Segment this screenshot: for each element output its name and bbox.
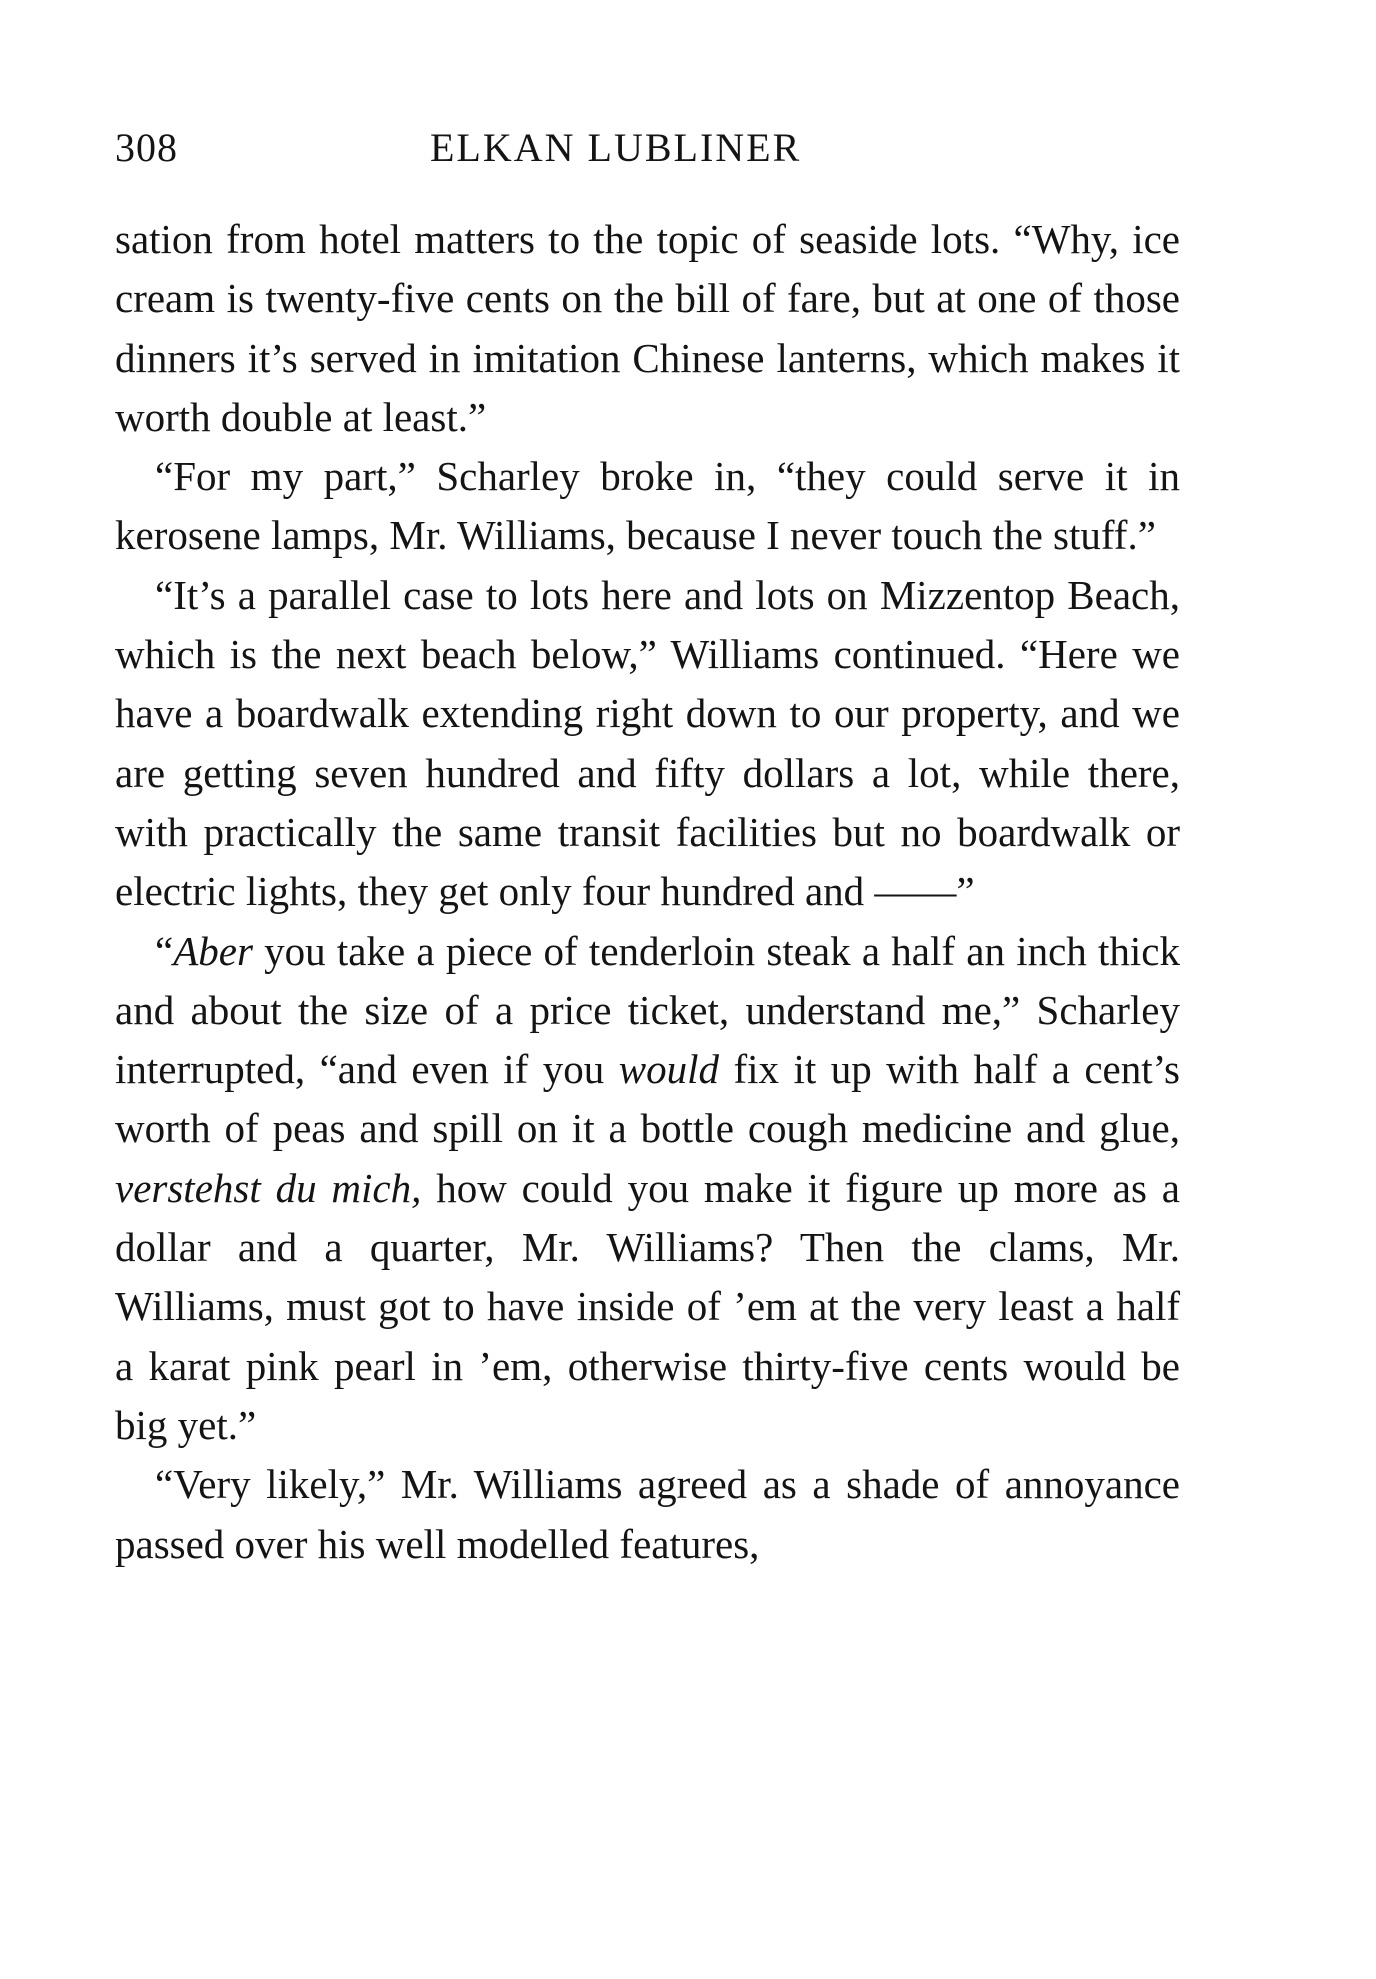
body-text [115, 210, 1180, 1574]
text-run: you take a piece of tenderloin steak a half an inch thick and about the size of a price ticket, understand me,” Scharley interrupted, “and even if you [115, 927, 1180, 1093]
italic-run: Aber [173, 927, 253, 974]
italic-run: verstehst du mich, [115, 1164, 422, 1211]
text-run: fix it up with half a cent’s worth of peas and spill on it a bottle cough medicine and glue, [115, 1046, 1180, 1152]
paragraph [115, 447, 1180, 566]
text-run: sation from hotel matters to the topic of seaside lots. “Why, ice cream is twenty-five cents on the bill of fare, but at one of those dinners it’s served in imitation Chinese lanterns, which makes it worth double at least.” [115, 216, 1180, 440]
running-head: ELKAN LUBLINER [430, 125, 802, 170]
italic-run: would [618, 1046, 719, 1093]
paragraph [115, 1455, 1180, 1574]
text-run: “For my part,” Scharley broke in, “they could serve it in kerosene lamps, Mr. Williams, because I never touch the stuff.” [115, 453, 1180, 559]
text-run: “It’s a parallel case to lots here and lots on Mizzentop Beach, which is the next beach below,” Williams continued. “Here we have a boardwalk extending right down to our property, and we are getting seven hundred and fifty dollars a lot, while there, with practically the same transit facilities but no boardwalk or electric lights, they get only four hundred and ——” [115, 571, 1180, 915]
text-run: “Very likely,” Mr. Williams agreed as a shade of annoyance passed over his well modelled features, [115, 1461, 1180, 1567]
paragraph [115, 922, 1180, 1456]
text-run: how could you make it figure up more as a dollar and a quarter, Mr. Williams? Then the clams, Mr. Williams, must got to have inside of ’em at the very least a half a karat pink pearl in ’em, otherwise thirty-five cents would be big yet.” [115, 1164, 1180, 1448]
page-header [115, 124, 1180, 180]
text-run: “ [155, 927, 174, 974]
paragraph [115, 210, 1180, 447]
page-number: 308 [115, 125, 178, 170]
paragraph [115, 566, 1180, 922]
